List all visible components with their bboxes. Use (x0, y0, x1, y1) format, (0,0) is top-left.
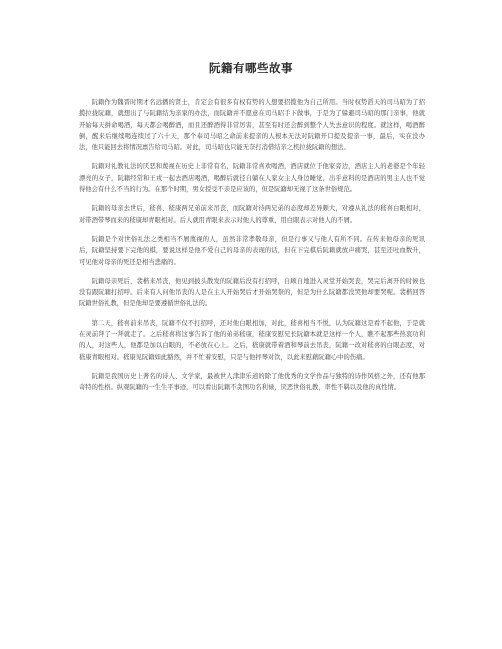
paragraph: 阮籍的母亲去世后，嵇喜、嵇康两兄弟前来吊丧，而阮籍对待两兄弟的态度却差异颇大，对遵从礼法的嵇喜白眼相对，对带酒带琴而来的嵇康却青眼相对。后人就用青眼来表示对他人的尊重，用白眼表示对他人的不屑。 (79, 205, 425, 224)
paragraph: 阮籍是我国历史上著名的诗人、文学家，最被世人津津乐道的除了他优秀的文学作品与独特的诗作风格之外，还有他那奇特的性格。纵观阮籍的一生生平事迹，可以看出阮籍不贪图功名利禄，厌恶世俗礼教，率性不羁以及他的真性情。 (79, 372, 425, 392)
document-body (79, 97, 425, 402)
paragraph: 阮籍母亲死后，裴楷来吊丧，他见到披头散发的阮籍后没有打招呼，自顾自地进入灵堂开始哭丧，哭完后离开的时候也没有跟阮籍打招呼。后来有人问他吊丧的人是在主人开始哭后才开始哭祭的，但是为什么阮籍都没哭他却要哭呢。裴楷回答阮籍世俗礼教，但是他却是要遵循世俗礼法的。 (79, 277, 425, 308)
paragraph: 阮籍是个对世俗礼法之类相当不屑蔑视的人，虽然非常孝敬母亲，但是行事又与他人有所不同。在传来他母亲的死讯后，阮籍坚持要下完他的棋，要说这样是他不爱自己的母亲的表现的话，但在下完棋后阮籍就放声痛哭，甚至还吐血数升，可见他对母亲的死还是相当悲痛的。 (79, 235, 425, 266)
paragraph: 第二天，嵇喜前来吊丧，阮籍不仅不打招呼，还对他白眼相加，对此，嵇喜相当不悦，认为阮籍这是看不起他，于是就在灵前拜了一拜就走了。之后嵇喜将这事告诉了他的弟弟嵇康，嵇康安慰兄长阮籍本就是这样一个人，瞧不起那些热衷功利的人，对这些人，他都是加以白眼的，不必放在心上。之后，嵇康就带着酒和琴前去吊丧，阮籍一改对嵇喜的白眼态度，对嵇康青眼相对。嵇康见阮籍如此豁然，并不忙着安慰，只是与他抨琴对饮，以此来慰藉阮籍心中的伤痛。 (79, 319, 425, 361)
paragraph: 阮籍对礼教礼法的厌恶和蔑视在历史上非常有名，阮籍非常喜欢喝酒，酒店就位于他家旁边，酒店主人的老婆是个年轻漂亮的女子，阮籍经常和王戎一起去酒店喝酒，喝醉后就径自躺在人家女主人身边睡觉，出乎意料的是酒店的男主人也不觉得他会有什么不当的行为。在那个时期，男女授受不亲是应该的，但是阮籍却无视了这条世俗规范。 (79, 163, 425, 194)
paragraph: 阮籍作为魏晋时期才名远播的贤士，肯定会有很多有权有势的人想要招揽他为自己所用。当时权势滔天的司马昭为了招揽拉拢阮籍，就想出了与阮籍结为亲家的办法，而阮籍并不愿意在司马昭手下做事，于是为了躲避司马昭的那门亲事，他就开始每天拼命喝酒，每天都会喝醉酒，而且还醉酒得非常厉害，甚至有时还会醉到整个人失去意识的程度。就这样，喝酒醉倒，醒来后继续喝连续过了六十天，那个奉司马昭之命前来提亲的人根本无法对阮籍开口提及提亲一事，最后，实在没办法，他只能回去将情况禀告给司马昭。对此，司马昭也只能无奈打消借结亲之机拉拢阮籍的想法。 (79, 99, 425, 152)
document-title: 阮籍有哪些故事 (209, 61, 293, 75)
